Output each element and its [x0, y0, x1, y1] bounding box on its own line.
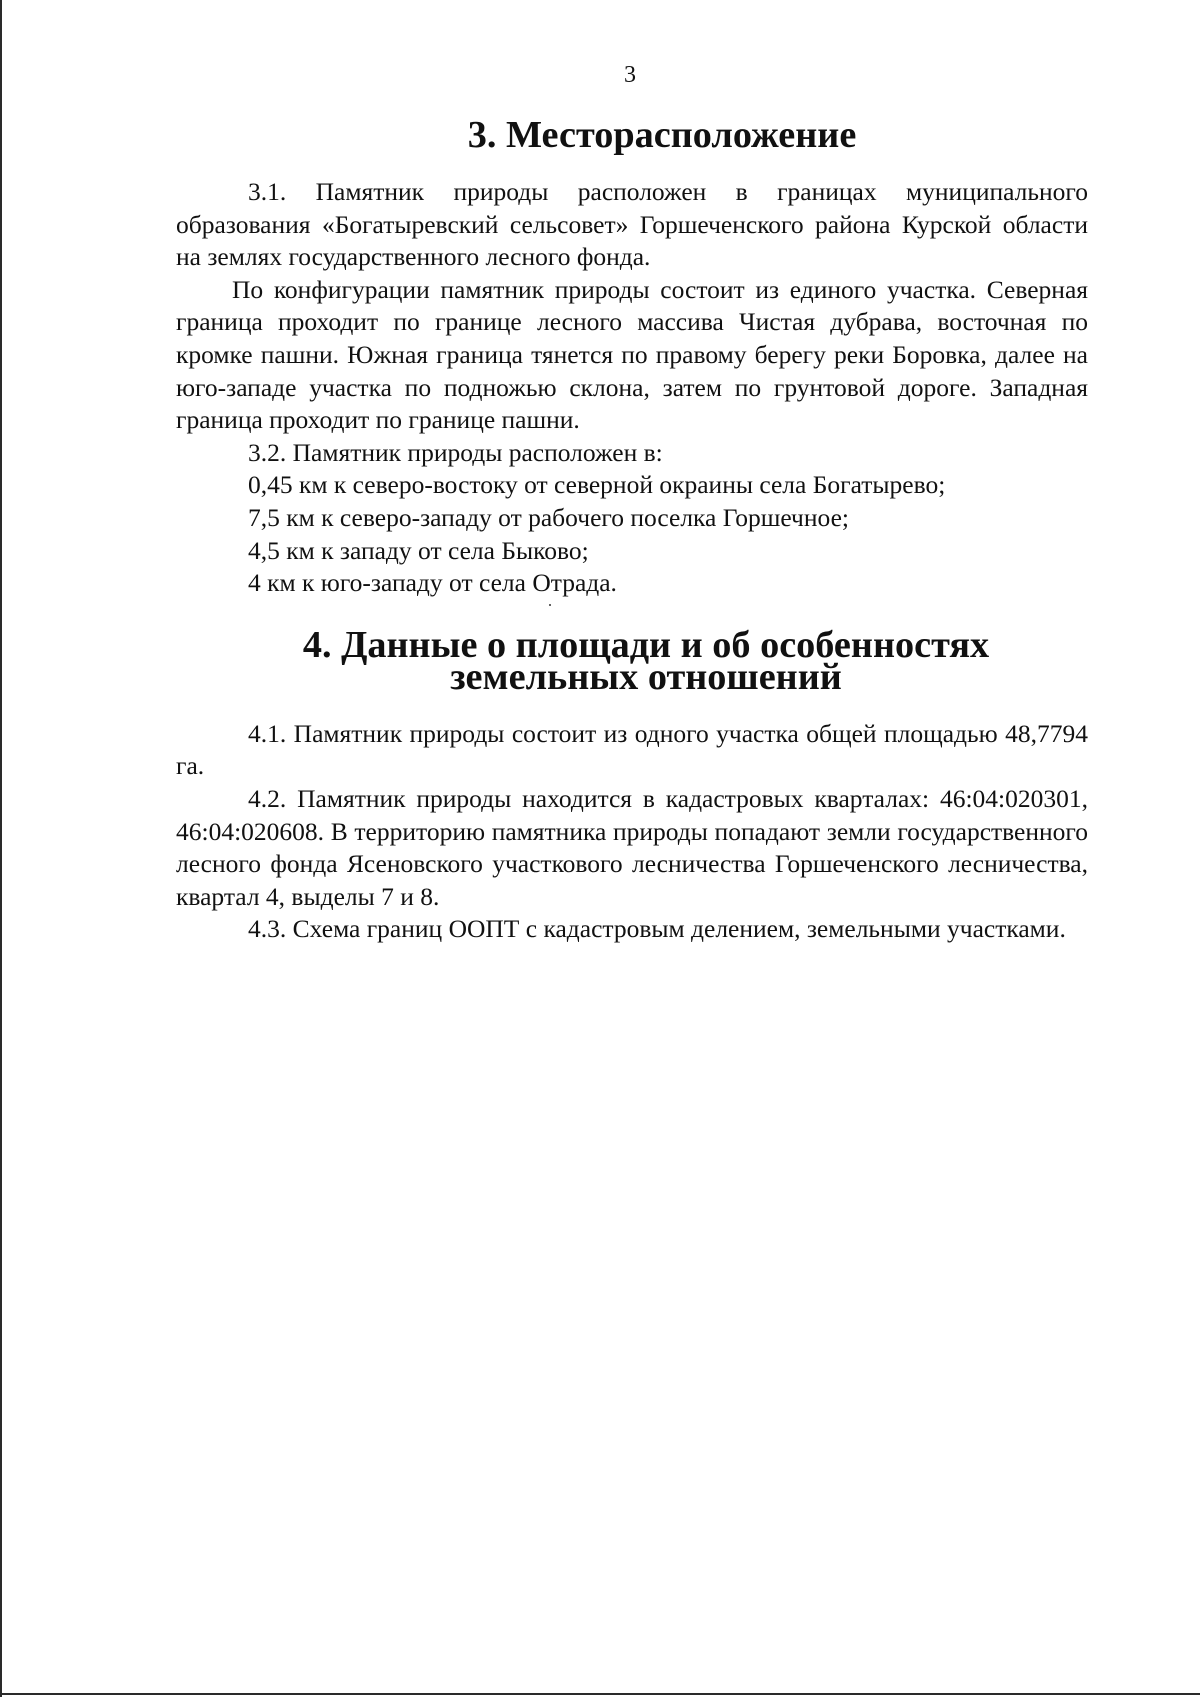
- section-3-title: 3. Месторасположение: [467, 114, 857, 156]
- section-gap: [176, 600, 1088, 629]
- section-4-title: 4. Данные о площади и об особенностях земельных отношений: [302, 623, 990, 698]
- location-item: 4 км к юго-западу от села Отрада.: [248, 568, 617, 598]
- scan-edge-left: [0, 0, 2, 1697]
- scan-speck: [549, 604, 551, 606]
- document-body: [176, 115, 1088, 946]
- location-item: 7,5 км к северо-западу от рабочего поселка Горшечное;: [248, 502, 849, 532]
- paragraph-3-1: 3.1. Памятник природы расположен в границах муниципального образования «Богатыревский сельсовет» Горшеченского района Курской области на землях государственного лесного фонда.: [176, 177, 1088, 272]
- location-item: 4,5 км к западу от села Быково;: [248, 535, 589, 565]
- paragraph-configuration: По конфигурации памятник природы состоит из единого участка. Северная граница проходит по границе лесного массива Чистая дубрава, восточная по кромке пашни. Южная граница тянется по правому берегу реки Боровка, далее на юго-западе участка по подножью склона, затем по грунтовой дороге. Западная граница проходит по границе пашни.: [176, 274, 1088, 435]
- paragraph-4-2: 4.2. Памятник природы находится в кадастровых кварталах: 46:04:020301, 46:04:020608. В территорию памятника природы попадают земли государственного лесного фонда Ясеновского участкового лесничества Горшеченского лесничества, квартал 4, выделы 7 и 8.: [176, 783, 1088, 911]
- paragraph-3-2: 3.2. Памятник природы расположен в:: [248, 437, 663, 467]
- paragraph-4-3: 4.3. Схема границ ООПТ с кадастровым делением, земельными участками.: [248, 914, 1066, 944]
- location-item: 0,45 км к северо-востоку от северной окраины села Богатырево;: [248, 470, 946, 500]
- paragraph-4-1: 4.1. Памятник природы состоит из одного участка общей площадью 48,7794 га.: [176, 718, 1088, 781]
- scan-edge-bottom: [0, 1693, 1200, 1695]
- page-number: 3: [624, 62, 636, 88]
